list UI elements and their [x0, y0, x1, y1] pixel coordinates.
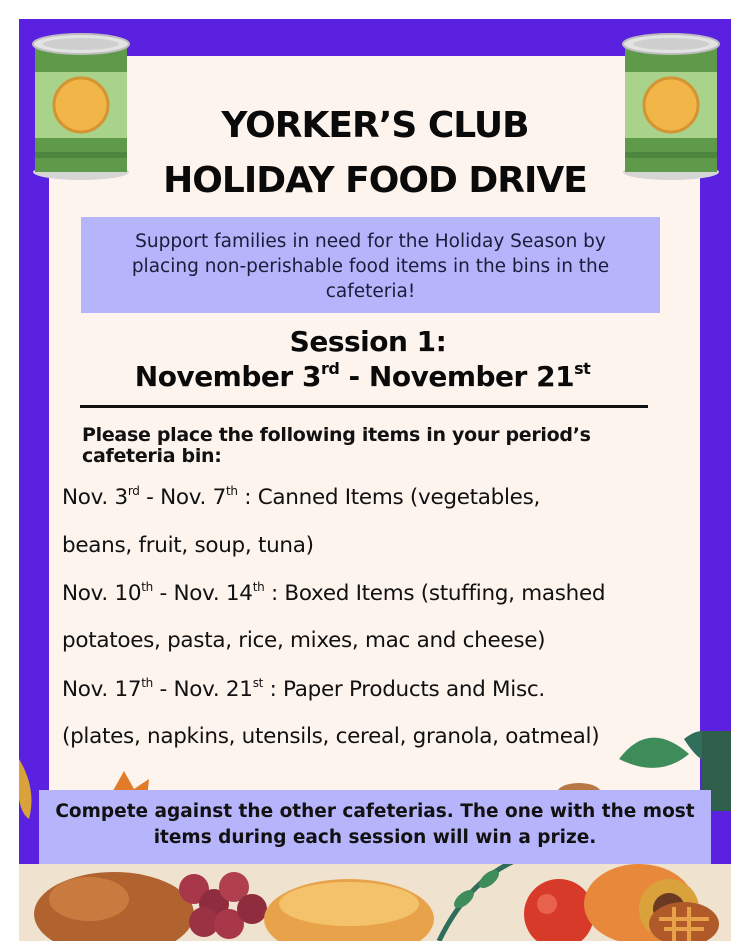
date-suffix: th: [141, 580, 153, 594]
date-from: Nov. 17: [62, 677, 142, 702]
item-category: : Boxed Items (stuffing, mashed: [264, 581, 606, 606]
schedule-item-continuation: beans, fruit, soup, tuna): [62, 533, 314, 558]
divider: [80, 405, 648, 408]
date-suffix: st: [252, 676, 264, 690]
schedule-item-continuation: potatoes, pasta, rice, mixes, mac and cheese): [62, 628, 546, 653]
session-end: November 21: [368, 360, 575, 393]
date-to: Nov. 21: [173, 677, 253, 702]
poster-title-line-2: HOLIDAY FOOD DRIVE: [163, 160, 587, 201]
date-from: Nov. 10: [62, 581, 142, 606]
session-separator: -: [339, 360, 369, 393]
poster-title-line-1: YORKER’S CLUB: [221, 105, 529, 146]
schedule-item-line: [62, 580, 692, 606]
date-suffix: rd: [127, 484, 140, 498]
date-suffix: th: [141, 676, 153, 690]
date-dash: -: [152, 581, 174, 606]
date-to: Nov. 14: [173, 581, 253, 606]
item-category: : Paper Products and Misc.: [263, 677, 545, 702]
session-label: Session 1:: [289, 325, 447, 358]
date-from: Nov. 3: [62, 485, 128, 510]
date-suffix: th: [225, 484, 238, 498]
item-category: : Canned Items (vegetables,: [237, 485, 541, 510]
compete-message: Compete against the other cafeterias. The one with the most items during each session will win a prize.: [39, 790, 711, 864]
session-start: November 3: [134, 360, 321, 393]
schedule-item-line: [62, 676, 692, 702]
support-message: Support families in need for the Holiday Season by placing non-perishable food items in the bins in the cafeteria!: [81, 217, 660, 313]
schedule-item-continuation: (plates, napkins, utensils, cereal, granola, oatmeal): [62, 724, 600, 749]
schedule-item-line: [62, 484, 692, 510]
date-to: Nov. 7: [160, 485, 226, 510]
session-end-suffix: st: [574, 359, 591, 378]
date-suffix: th: [252, 580, 265, 594]
instructions-heading: Please place the following items in your period’s cafeteria bin:: [82, 424, 591, 467]
session-dates: [0, 359, 725, 393]
date-dash: -: [139, 485, 161, 510]
date-dash: -: [152, 677, 174, 702]
session-start-suffix: rd: [320, 359, 340, 378]
